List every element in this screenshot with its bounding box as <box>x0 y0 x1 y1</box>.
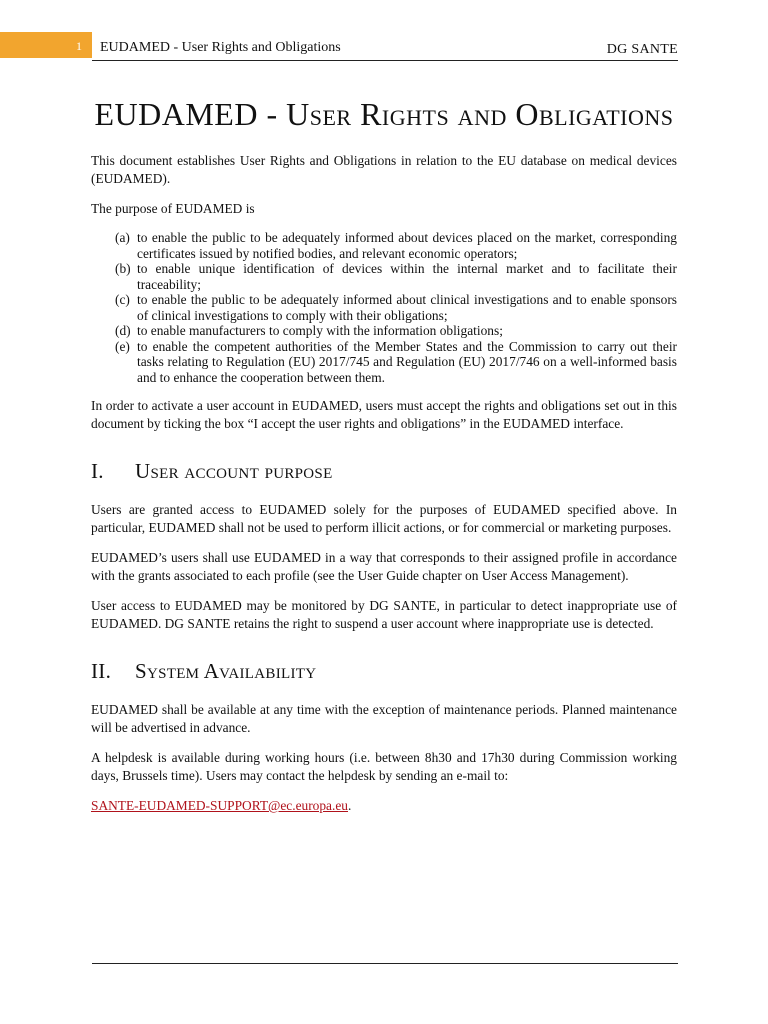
purpose-item <box>115 339 677 386</box>
purpose-lead: The purpose of EUDAMED is <box>91 201 255 216</box>
section1-paragraph-2: EUDAMED’s users shall use EUDAMED in a way that corresponds to their assigned profile in accordance with the grants associated to each profile (see the User Guide chapter on User Access Management). <box>91 550 677 583</box>
purpose-item <box>115 323 677 339</box>
section-number: I. <box>91 459 104 483</box>
purpose-item <box>115 261 677 292</box>
purpose-text: to enable the public to be adequately informed about devices placed on the market, corresponding certificates issued by notified bodies, and relevant economic operators; <box>137 230 677 261</box>
intro-paragraph: This document establishes User Rights and Obligations in relation to the EU database on medical devices (EUDAMED). <box>91 153 677 186</box>
section-title: System Availability <box>135 659 317 683</box>
support-email-line <box>91 797 677 815</box>
support-email-link[interactable]: SANTE-EUDAMED-SUPPORT@ec.europa.eu <box>91 798 348 813</box>
purpose-marker: (a) <box>115 230 130 245</box>
purpose-marker: (b) <box>115 261 131 276</box>
purpose-text: to enable the public to be adequately informed about clinical investigations and to enable sponsors of clinical investigations to comply with their obligations; <box>137 292 677 323</box>
header-divider <box>92 60 678 61</box>
purpose-marker: (e) <box>115 338 130 354</box>
footer-divider <box>92 963 678 964</box>
document-title: EUDAMED - User Rights and Obligations <box>94 96 674 132</box>
section2-paragraph-1: EUDAMED shall be available at any time with the exception of maintenance periods. Planned maintenance will be advertised in advance. <box>91 702 677 735</box>
page-number: 1 <box>76 39 82 53</box>
purpose-item <box>115 230 677 261</box>
purpose-marker: (c) <box>115 292 130 307</box>
header-organization: DG SANTE <box>606 42 678 57</box>
purpose-text: to enable the competent authorities of the Member States and the Commission to carry out their tasks relating to Regulation (EU) 2017/745 and Regulation (EU) 2017/746 on a well-informed basis and to enhance the cooperation between them. <box>137 338 677 385</box>
purpose-text: to enable unique identification of devices within the internal market and to facilitate their traceability; <box>137 261 677 292</box>
purpose-list <box>91 230 677 385</box>
document-body <box>91 152 677 827</box>
section2-paragraph-2: A helpdesk is available during working hours (i.e. between 8h30 and 17h30 during Commission working days, Brussels time). Users may contact the helpdesk by sending an e-mail to: <box>91 750 677 783</box>
header-document-title: EUDAMED - User Rights and Obligations <box>100 40 341 55</box>
purpose-text: to enable manufacturers to comply with the information obligations; <box>137 323 503 338</box>
section1-paragraph-3: User access to EUDAMED may be monitored by DG SANTE, in particular to detect inappropriate use of EUDAMED. DG SANTE retains the right to suspend a user account where inappropriate use is detected. <box>91 598 677 631</box>
purpose-item <box>115 292 677 323</box>
section-number: II. <box>91 659 112 683</box>
email-suffix: . <box>348 798 352 813</box>
purpose-marker: (d) <box>115 323 131 338</box>
section-heading-user-account-purpose <box>91 459 677 483</box>
activation-paragraph: In order to activate a user account in EUDAMED, users must accept the rights and obligations set out in this document by ticking the box “I accept the user rights and obligations” in the EUDAMED interface. <box>91 398 677 431</box>
section-heading-system-availability <box>91 659 677 683</box>
section1-paragraph-1: Users are granted access to EUDAMED solely for the purposes of EUDAMED specified above. In particular, EUDAMED shall not be used to perform illicit actions, or for commercial or marketing purposes. <box>91 502 677 535</box>
section-title: User account purpose <box>135 459 333 483</box>
